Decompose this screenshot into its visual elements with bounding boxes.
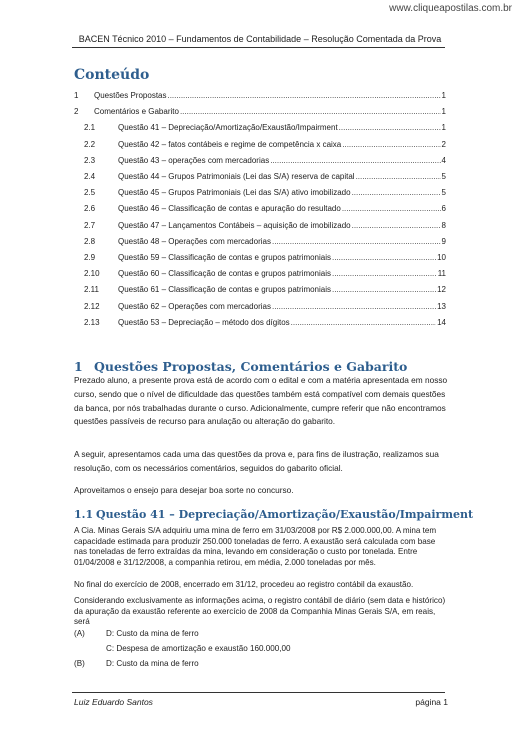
site-url: www.cliqueapostilas.com.br — [389, 3, 512, 14]
toc-leader-dots — [332, 285, 436, 294]
footer-page: página 1 — [415, 697, 448, 707]
toc-entry-number: 2 — [74, 107, 79, 117]
toc-leader-dots — [356, 172, 441, 181]
section-heading — [74, 359, 407, 374]
toc-entry[interactable] — [74, 151, 446, 165]
toc-leader-dots — [270, 156, 440, 165]
option-a — [74, 629, 199, 638]
toc-entry-number: 2.4 — [84, 172, 96, 181]
toc-entry[interactable] — [74, 118, 446, 132]
toc-entry-page: 1 — [441, 91, 446, 100]
toc-entry-label: Questão 53 – Depreciação – método dos dígitos — [118, 317, 290, 327]
toc-entry-page: 11 — [437, 269, 446, 279]
toc-entry-page: 12 — [437, 285, 446, 295]
toc-entry[interactable] — [74, 183, 446, 197]
toc-entry-number: 2.10 — [84, 269, 100, 279]
toc-entry-number: 2.1 — [84, 123, 96, 133]
toc-entry-label: Questão 62 – Operações com mercadorias — [118, 301, 271, 311]
toc-leader-dots — [342, 140, 440, 149]
toc-entry-page: 1 — [441, 107, 446, 117]
toc-entry-page: 9 — [441, 236, 446, 246]
toc-entry-page: 8 — [441, 220, 446, 230]
toc-entry-number: 2.2 — [84, 139, 96, 149]
header-divider — [72, 47, 445, 48]
toc-entry[interactable] — [74, 264, 446, 278]
toc-title: Conteúdo — [74, 67, 150, 83]
toc-entry-label: Questão 47 – Lançamentos Contábeis – aquisição de imobilizado — [118, 220, 351, 230]
section-number: 1 — [74, 359, 83, 374]
subsection-title: Questão 41 – Depreciação/Amortização/Exaustão/Impairment — [96, 508, 474, 521]
footer-author: Luiz Eduardo Santos — [74, 697, 153, 707]
toc-entry[interactable] — [74, 248, 446, 262]
toc-entry-page: 5 — [441, 188, 446, 198]
toc-leader-dots — [332, 253, 436, 262]
toc-entry-number: 1 — [74, 91, 79, 100]
question-paragraph: No final do exercício de 2008, encerrado em 31/12, procedeu ao registro contábil da exaustão. — [74, 580, 414, 589]
toc-entry[interactable] — [74, 313, 446, 327]
subsection-number: 1.1 — [74, 508, 94, 521]
toc-entry[interactable] — [74, 232, 446, 246]
toc-leader-dots — [272, 302, 436, 311]
toc-entry-page: 1 — [441, 123, 446, 133]
footer-divider — [72, 692, 445, 693]
toc-entry-label: Questão 41 – Depreciação/Amortização/Exaustão/Impairment — [118, 123, 338, 133]
toc-entry[interactable] — [74, 297, 446, 311]
intro-paragraph: Aproveitamos o ensejo para desejar boa sorte no concurso. — [74, 485, 294, 495]
toc-entry-page: 6 — [441, 204, 446, 214]
toc-entry-number: 2.3 — [84, 155, 96, 165]
toc-entry-label: Questões Propostas — [94, 91, 167, 100]
toc-entry-label: Comentários e Gabarito — [94, 107, 179, 117]
toc-leader-dots — [291, 318, 436, 327]
toc-entry[interactable] — [74, 199, 446, 213]
toc-entry[interactable] — [74, 86, 446, 100]
toc-entry-page: 14 — [437, 317, 446, 327]
question-paragraph: A Cia. Minas Gerais S/A adquiriu uma mina de ferro em 31/03/2008 por R$ 2.000.000,00. A mina tem capacidade estimada para produzir 250.000 toneladas de ferro. A exaustão será calculada com base nas toneladas de ferro extraídas da mina, levando em consideração o custo por tonelada. Entre 01/04/2008 e 31/12/2008, a companhia retirou, em média, 2.000 toneladas por mês. — [74, 526, 437, 567]
header-title: BACEN Técnico 2010 – Fundamentos de Contabilidade – Resolução Comentada da Prova — [78, 34, 442, 44]
option-key: (B) — [74, 659, 85, 668]
subsection-heading — [74, 508, 473, 521]
toc-leader-dots — [352, 188, 441, 197]
toc-entry-number: 2.13 — [84, 317, 100, 327]
toc-leader-dots — [352, 221, 441, 230]
toc-entry-page: 2 — [441, 139, 446, 149]
toc-entry[interactable] — [74, 135, 446, 149]
toc-entry-label: Questão 45 – Grupos Patrimoniais (Lei das S/A) ativo imobilizado — [118, 188, 351, 198]
toc-entry-label: Questão 42 – fatos contábeis e regime de competência x caixa — [118, 139, 342, 149]
toc-entry[interactable] — [74, 280, 446, 294]
toc-entry-number: 2.11 — [84, 285, 99, 295]
toc-entry-number: 2.5 — [84, 188, 96, 198]
toc-entry[interactable] — [74, 102, 446, 116]
toc-entry-number: 2.8 — [84, 236, 96, 246]
toc-leader-dots — [339, 123, 441, 132]
question-paragraph: Considerando exclusivamente as informações acima, o registro contábil de diário (sem data e histórico) da apuração da exaustão referente ao exercício de 2008 da Companhia Minas Gerais S/A, em reais, será — [74, 596, 446, 626]
toc-leader-dots — [180, 107, 441, 116]
toc-entry-label: Questão 48 – Operações com mercadorias — [118, 236, 271, 246]
toc-entry-label: Questão 43 – operações com mercadorias — [118, 155, 270, 165]
toc-entry-number: 2.6 — [84, 204, 96, 214]
toc-entry[interactable] — [74, 216, 446, 230]
section-title: Questões Propostas, Comentários e Gabarito — [94, 359, 408, 374]
toc-entry-page: 13 — [437, 301, 446, 311]
toc-entry-number: 2.9 — [84, 253, 96, 262]
toc-entry-number: 2.12 — [84, 301, 100, 311]
toc-entry-label: Questão 44 – Grupos Patrimoniais (Lei das S/A) reserva de capital — [118, 172, 355, 181]
option-key: (A) — [74, 629, 85, 638]
intro-paragraph: Prezado aluno, a presente prova está de acordo com o edital e com a matéria apresentada em nosso curso, sendo que o nível de dificuldade das questões também está compatível com demais questões da banca, por nós trabalhadas durante o curso. Adicionalmente, cumpre referir que não encontramos questões passíveis de recurso para anulação ou alteração do gabarito. — [74, 375, 448, 427]
toc-entry-label: Questão 60 – Classificação de contas e grupos patrimoniais — [118, 269, 332, 279]
option-a-line2: C: Despesa de amortização e exaustão 160.000,00 — [106, 644, 291, 653]
option-line: D: Custo da mina de ferro — [106, 659, 199, 668]
toc-leader-dots — [342, 204, 441, 213]
toc-entry-page: 10 — [437, 253, 446, 262]
toc-entry[interactable] — [74, 167, 446, 181]
toc-leader-dots — [167, 91, 440, 100]
intro-paragraph: A seguir, apresentamos cada uma das questões da prova e, para fins de ilustração, realizamos sua resolução, com os necessários comentários, seguidos do gabarito oficial. — [74, 449, 439, 473]
toc-entry-page: 4 — [441, 155, 446, 165]
toc-leader-dots — [332, 269, 437, 278]
option-line: D: Custo da mina de ferro — [106, 629, 199, 638]
toc-leader-dots — [272, 237, 441, 246]
toc-entry-label: Questão 61 – Classificação de contas e grupos patrimoniais — [118, 285, 332, 295]
toc-entry-number: 2.7 — [84, 220, 96, 230]
toc-entry-label: Questão 46 – Classificação de contas e apuração do resultado — [118, 204, 341, 214]
toc-entry-label: Questão 59 – Classificação de contas e grupos patrimoniais — [118, 253, 332, 262]
option-b — [74, 659, 199, 668]
toc-entry-page: 5 — [441, 172, 446, 181]
